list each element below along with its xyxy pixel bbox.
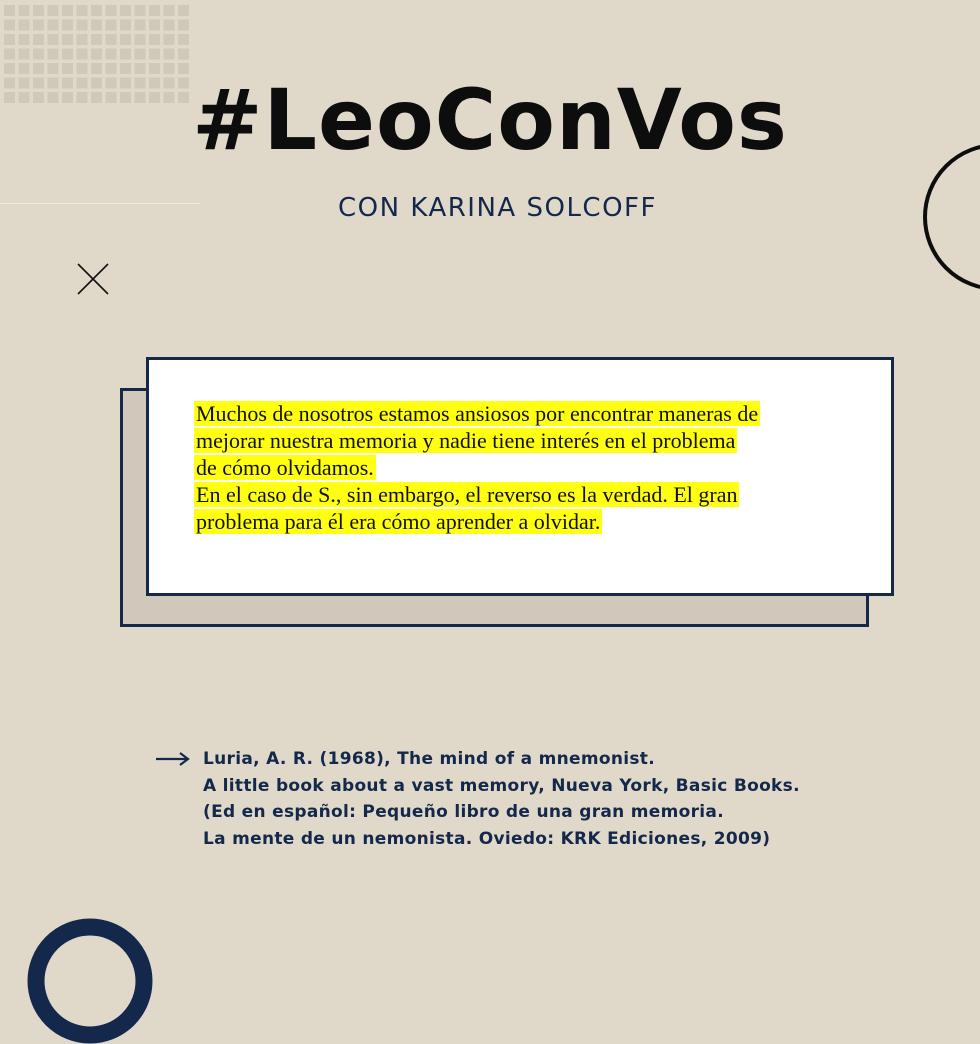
grid-dot <box>48 20 59 31</box>
grid-dot <box>77 34 88 45</box>
grid-dot <box>178 63 189 74</box>
ring-decoration-bottom <box>27 918 153 1044</box>
grid-dot <box>178 49 189 60</box>
grid-dot <box>135 34 146 45</box>
grid-dot <box>48 49 59 60</box>
grid-dot <box>178 5 189 16</box>
grid-dot <box>149 20 160 31</box>
grid-dot <box>120 63 131 74</box>
grid-dot <box>120 49 131 60</box>
grid-dot <box>62 34 73 45</box>
grid-dot <box>106 34 117 45</box>
quote-text <box>194 400 854 535</box>
grid-dot <box>4 34 15 45</box>
page-subtitle: CON KARINA SOLCOFF <box>338 193 657 223</box>
grid-dot <box>77 20 88 31</box>
close-icon <box>76 262 110 296</box>
grid-dot <box>149 34 160 45</box>
grid-dot <box>120 20 131 31</box>
grid-dot <box>91 20 102 31</box>
grid-dot <box>62 5 73 16</box>
grid-dot <box>135 49 146 60</box>
grid-dot <box>91 49 102 60</box>
grid-dot <box>4 63 15 74</box>
grid-dot <box>19 5 30 16</box>
grid-dot <box>33 49 44 60</box>
reference-line: La mente de un nemonista. Oviedo: KRK Ediciones, 2009) <box>203 828 771 849</box>
grid-dot <box>77 49 88 60</box>
grid-dot <box>4 5 15 16</box>
reference-citation <box>203 746 800 852</box>
reference-line: (Ed en español: Pequeño libro de una gran memoria. <box>203 802 724 822</box>
grid-dot <box>62 20 73 31</box>
grid-dot <box>19 49 30 60</box>
page-title: #LeoConVos <box>192 71 788 169</box>
grid-dot <box>149 5 160 16</box>
reference-line: A little book about a vast memory, Nueva York, Basic Books. <box>203 775 800 796</box>
grid-dot <box>120 34 131 45</box>
grid-dot <box>135 63 146 74</box>
reference-line: Luria, A. R. (1968), The mind of a mnemonist. <box>203 749 655 769</box>
grid-dot <box>77 5 88 16</box>
quote-line: Muchos de nosotros estamos ansiosos por encontrar maneras de <box>196 401 759 426</box>
grid-dot <box>164 49 175 60</box>
grid-dot <box>106 5 117 16</box>
ring-decoration-right <box>922 142 980 292</box>
grid-dot <box>62 63 73 74</box>
grid-dot <box>19 63 30 74</box>
grid-dot <box>33 20 44 31</box>
grid-dot <box>120 5 131 16</box>
grid-dot <box>106 20 117 31</box>
grid-dot <box>106 49 117 60</box>
grid-dot <box>4 20 15 31</box>
quote-line: de cómo olvidamos. <box>196 455 374 480</box>
grid-dot <box>106 63 117 74</box>
quote-line: En el caso de S., sin embargo, el reverso es la verdad. El gran <box>196 482 738 507</box>
grid-dot <box>178 34 189 45</box>
grid-dot <box>4 49 15 60</box>
arrow-right-icon <box>155 751 191 767</box>
grid-dot <box>91 34 102 45</box>
quote-card <box>146 357 894 596</box>
grid-dot <box>19 20 30 31</box>
grid-dot <box>33 34 44 45</box>
grid-dot <box>48 5 59 16</box>
grid-dot <box>149 49 160 60</box>
grid-dot <box>149 63 160 74</box>
grid-dot <box>164 63 175 74</box>
grid-dot <box>164 34 175 45</box>
grid-dot <box>33 63 44 74</box>
grid-dot <box>164 5 175 16</box>
grid-dot <box>91 5 102 16</box>
quote-line: problema para él era cómo aprender a olvidar. <box>196 509 601 534</box>
grid-dot <box>33 5 44 16</box>
grid-dot <box>19 34 30 45</box>
grid-dot <box>135 5 146 16</box>
grid-dot <box>91 63 102 74</box>
grid-dot <box>62 49 73 60</box>
grid-dot <box>135 20 146 31</box>
grid-dot <box>77 63 88 74</box>
quote-line: mejorar nuestra memoria y nadie tiene interés en el problema <box>196 428 736 453</box>
grid-dot <box>164 20 175 31</box>
grid-dot <box>48 63 59 74</box>
grid-dot <box>48 34 59 45</box>
grid-dot <box>178 20 189 31</box>
